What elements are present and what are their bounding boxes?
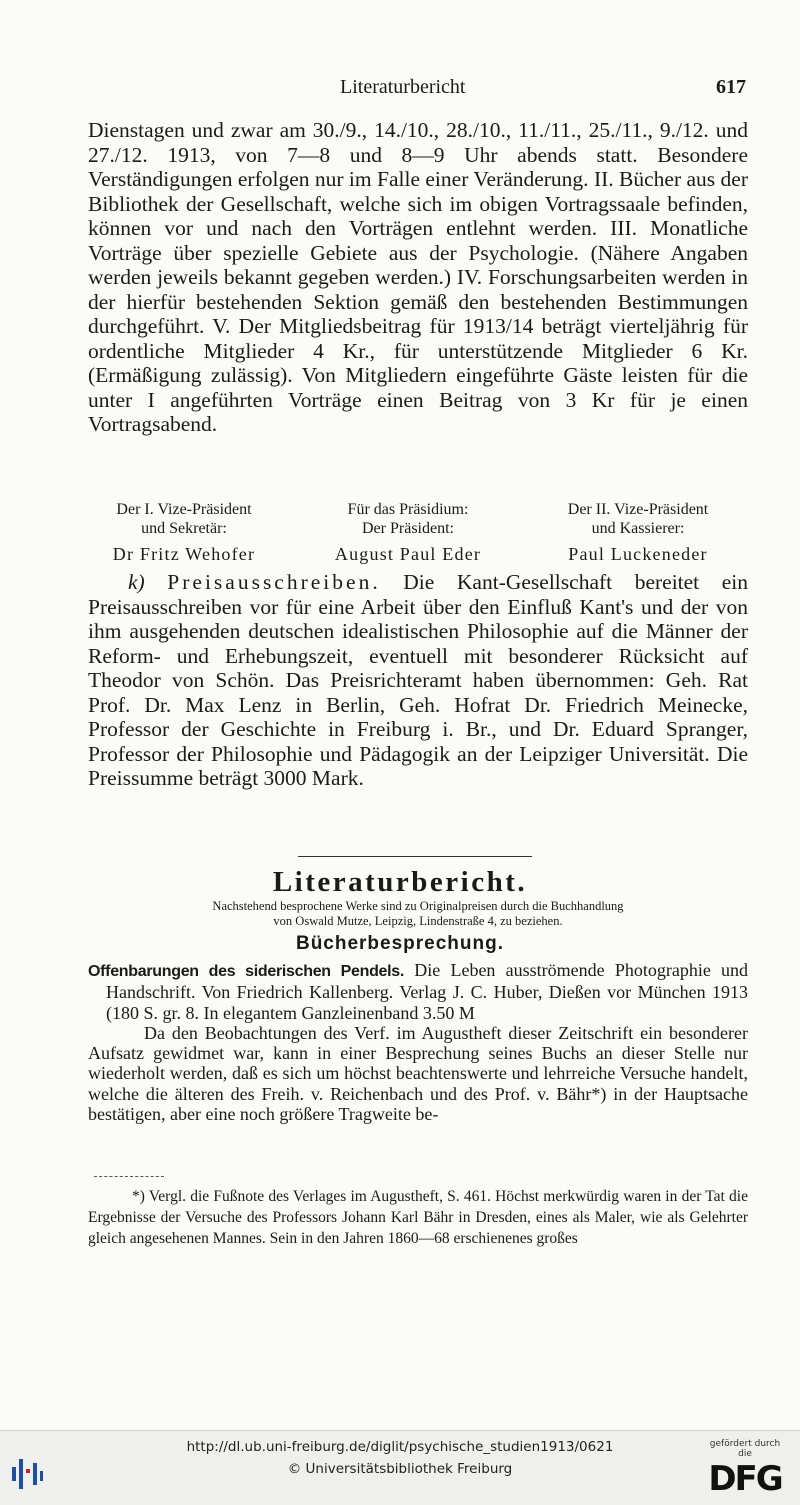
literaturbericht-heading: Literaturbericht.: [272, 866, 528, 898]
prize-text: Die Kant-Gesellschaft bereitet ein Preisausschreiben vor für eine Arbeit über den Einfluß Kant's und der von ihm ausgehenden deutschen idealistischen Philosophie auf die Männer der Reform- und Erhebungszeit, eventuell mit besonderer Rücksicht auf Theodor von Schön. Das Preisrichteramt haben übernommen: Geh. Rat Prof. Dr. Max Lenz in Berlin, Geh. Hofrat Dr. Friedrich Meinecke, Professor der Geschichte in Freiburg i. Br., und Dr. Eduard Spranger, Professor der Philosophie und Pädagogik an der Leipziger Universität. Die Preissumme beträgt 3000 Mark.: [88, 570, 748, 790]
prize-title: Preisausschreiben.: [167, 570, 381, 594]
kant-prize-paragraph: [88, 570, 748, 791]
section-divider: [298, 856, 532, 857]
signature-names: [88, 545, 748, 569]
book-entry: [88, 960, 748, 1023]
footnote-divider: [94, 1176, 164, 1177]
signature-left-role: [74, 500, 294, 538]
signature-left-name: Dr Fritz Wehofer: [112, 544, 256, 564]
note-line-1: Nachstehend besprochene Werke sind zu Originalpreisen durch die Buchhandlung: [212, 899, 624, 913]
left-role-line-2: und Sekretär:: [141, 520, 227, 537]
center-role-line-1: Für das Präsidium:: [347, 501, 469, 518]
dfg-logo-text: DFG: [708, 1459, 782, 1499]
signature-roles: [88, 500, 748, 540]
signature-right-name: Paul Luckeneder: [568, 544, 708, 564]
page-number: 617: [716, 76, 746, 98]
dfg-funding-label: gefördert durch die: [709, 1439, 781, 1459]
book-details: Die Leben ausströmende Photographie und Handschrift. Von Friedrich Kallenberg. Verlag J. C. Huber, Dießen vor München 1913 (180 S. gr. 8. In elegantem Ganzleinenband 3.50 M: [106, 960, 749, 1023]
running-title: Literaturbericht: [340, 76, 466, 98]
buecherbesprechung-heading: Bücherbesprechung.: [295, 933, 505, 954]
literaturbericht-note: [88, 899, 748, 929]
review-text: Da den Beobachtungen des Verf. im Augustheft dieser Zeitschrift ein besonderer Aufsatz gewidmet war, kann in einer Besprechung seines Buchs an dieser Stelle nur wiederholt werden, daß es sich um höchst beachtenswerte und lehrreiche Versuche handelt, welche die älteren des Freih. v. Reichenbach und des Prof. v. Bähr*) in der Hauptsache bestätigen, aber eine noch größere Tragweite be-: [88, 1022, 748, 1125]
book-title: Offenbarungen des siderischen Pendels.: [88, 963, 405, 980]
right-role-line-2: und Kassierer:: [591, 520, 685, 537]
society-announcement-paragraph: Dienstagen und zwar am 30./9., 14./10., 28./10., 11./11., 25./11., 9./12. und 27./12. 1913, von 7—8 und 8—9 Uhr abends statt. Besondere Verständigungen erfolgen nur im Falle einer Veränderung. II. Bücher aus der Bibliothek der Gesellschaft, welche sich im obigen Vortragssaale befinden, können vor und nach den Vorträgen entlehnt werden. III. Monatliche Vorträge über spezielle Gebiete aus der Psychologie. (Nähere Angaben werden jeweils bekannt gegeben werden.) IV. Forschungsarbeiten werden in der hierfür bestehenden Sektion gemäß den bestehenden Bestimmungen durchgeführt. V. Der Mitgliedsbeitrag für 1913/14 beträgt vierteljährig für ordentliche Mitglieder 4 Kr., für unterstützende Mitglieder 6 Kr. (Ermäßigung zulässig). Von Mitgliedern eingeführte Gäste leisten für die unter I angeführten Vorträge einen Beitrag von 3 Kr für je einen Vortragsabend.: [88, 118, 748, 436]
viewer-footer: [0, 1430, 800, 1505]
dfg-logo: [702, 1435, 788, 1501]
permalink-url[interactable]: http://dl.ub.uni-freiburg.de/diglit/psychische_studien1913/0621: [186, 1439, 614, 1455]
signature-right-role: [528, 500, 748, 538]
signature-center-name: August Paul Eder: [334, 544, 482, 564]
signature-center-role: [298, 500, 518, 538]
running-header: [88, 74, 748, 104]
center-role-line-2: Der Präsident:: [362, 520, 454, 537]
note-line-2: von Oswald Mutze, Leipzig, Lindenstraße 4, zu beziehen.: [273, 914, 563, 928]
section-label: k): [128, 570, 145, 594]
copyright-notice: © Universitätsbibliothek Freiburg: [287, 1461, 513, 1477]
left-role-line-1: Der I. Vize-Präsident: [116, 501, 252, 518]
footnote: *) Vergl. die Fußnote des Verlages im Augustheft, S. 461. Höchst merkwürdig waren in der Tat die Ergebnisse der Versuche des Professors Johann Karl Bähr in Dresden, eines als Maler, wie als Gelehrter gleich angesehenen Mannes. Sein in den Jahren 1860—68 erschienenes großes: [88, 1188, 748, 1247]
right-role-line-1: Der II. Vize-Präsident: [567, 501, 709, 518]
book-review: [88, 960, 748, 1124]
